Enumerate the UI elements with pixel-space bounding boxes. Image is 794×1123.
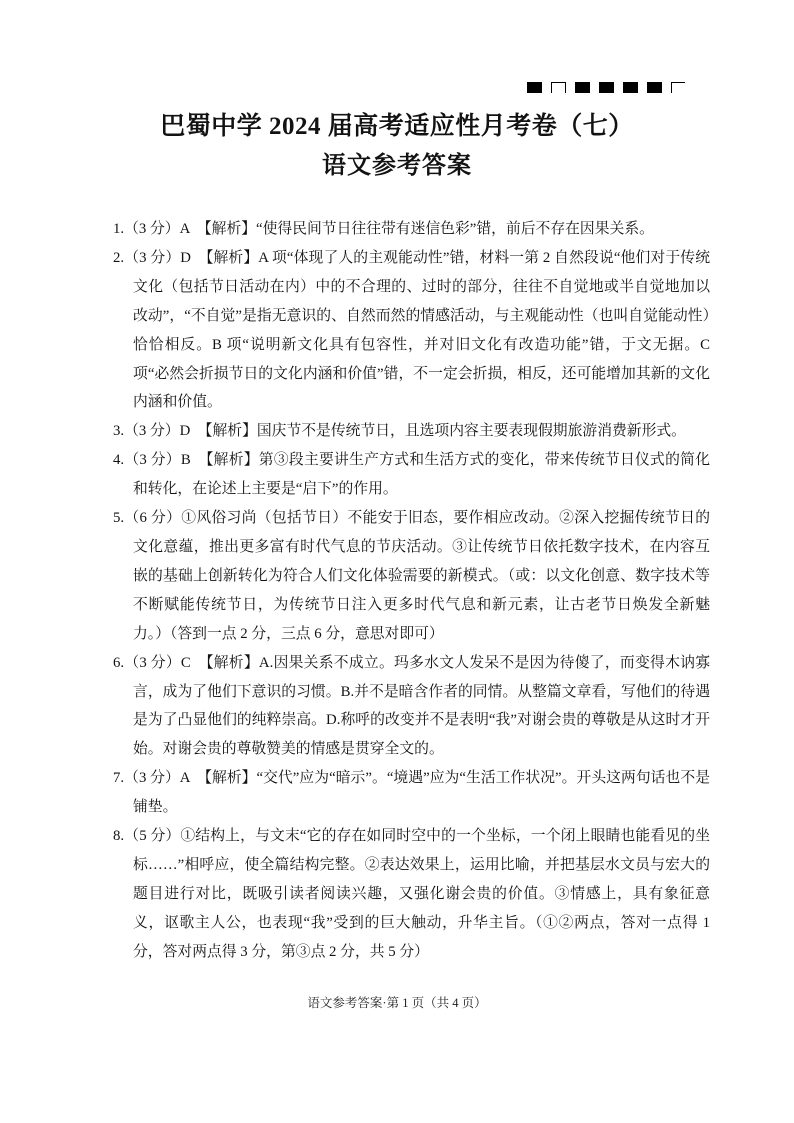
answer-item [113, 215, 710, 244]
answer-item [113, 417, 710, 446]
answer-text: （3 分）B 【解析】第③段主要讲生产方式和生活方式的变化，带来传统节日仪式的简化和转化，在论述上主要是“启下”的作用。 [124, 452, 710, 498]
answers-list [113, 215, 710, 967]
reg-mark-filled-icon [575, 82, 590, 93]
answer-text: （3 分）C 【解析】A.因果关系不成立。玛多水文人发呆不是因为待傻了，而变得木讷寡言，成为了他们下意识的习惯。B.并不是暗含作者的同情。从整篇文章看，写他们的待遇是为了凸显他们的纯粹崇高。D.称呼的改变并不是表明“我”对谢会贵的尊敬是从这时才开始。对谢会贵的尊敬赞美的情感是贯穿全文的。 [124, 654, 710, 758]
answer-item [113, 244, 710, 417]
answer-text: （3 分）A 【解析】“交代”应为“暗示”。“境遇”应为“生活工作状况”。开头这两句话也不是铺垫。 [124, 770, 710, 816]
page-footer: 语文参考答案·第 1 页（共 4 页） [307, 996, 487, 1010]
answer-text: （3 分）A 【解析】“使得民间节日往往带有迷信色彩”错，前后不存在因果关系。 [124, 221, 654, 237]
answer-number: 4. [113, 452, 125, 469]
answer-text: （3 分）D 【解析】国庆节不是传统节日，且选项内容主要表现假期旅游消费新形式。 [124, 423, 686, 440]
page-subtitle: 语文参考答案 [322, 153, 472, 179]
answer-item [113, 822, 710, 967]
answer-text: （5 分）①结构上，与文末“它的存在如同时空中的一个坐标，一个闭上眼睛也能看见的坐标……”相呼应，使全篇结构完整。②表达效果上，运用比喻，并把基层水文员与宏大的题目进行对比，既吸引读者阅读兴趣，又强化谢会贵的价值。③情感上，具有象征意义，讴歌主人公，也表现“我”受到的巨大触动，升华主旨。（①②两点，答对一点得 1 分，答对两点得 3 分，第③点 2 分，共 5 分） [124, 828, 710, 960]
answer-number: 3. [113, 423, 125, 440]
answer-number: 8. [113, 828, 125, 845]
reg-mark-outline-icon [551, 82, 566, 93]
answer-number: 7. [113, 770, 125, 787]
answer-item [113, 446, 710, 504]
page-title: 巴蜀中学 2024 届高考适应性月考卷（七） [160, 113, 634, 140]
answer-number: 2. [113, 249, 125, 266]
reg-mark-filled-icon [647, 82, 662, 93]
answer-item [113, 649, 710, 765]
answer-item [113, 504, 710, 649]
registration-marks [527, 82, 685, 93]
reg-mark-filled-icon [527, 82, 542, 93]
reg-mark-filled-icon [623, 82, 638, 93]
answer-item [113, 764, 710, 822]
answer-text: （6 分）①风俗习尚（包括节日）不能安于旧态，要作相应改动。②深入挖掘传统节日的文化意蕴，推出更多富有时代气息的节庆活动。③让传统节日依托数字技术，在内容互嵌的基础上创新转化为符合人们文化体验需要的新模式。（或：以文化创意、数字技术等不断赋能传统节日，为传统节日注入更多时代气息和新元素，让古老节日焕发全新魅力。）（答到一点 2 分，三点 6 分，意思对即可） [124, 510, 710, 642]
reg-mark-filled-icon [599, 82, 614, 93]
answer-number: 5. [113, 510, 125, 527]
answer-number: 6. [113, 654, 125, 671]
answer-text: （3 分）D 【解析】A 项“体现了人的主观能动性”错，材料一第 2 自然段说“他们对于传统文化（包括节日活动在内）中的不合理的、过时的部分，往往不自觉地或半自觉地加以改动”，“不自觉”是指无意识的、自然而然的情感活动，与主观能动性（也叫自觉能动性）恰恰相反。B 项“说明新文化具有包容性，并对旧文化有改造功能”错，于文无据。C 项“必然会折损节日的文化内涵和价值”错，不一定会折损，相反，还可能增加其新的文化内涵和价值。 [124, 249, 710, 411]
reg-mark-corner-icon [671, 82, 685, 93]
answer-number: 1. [113, 221, 125, 237]
